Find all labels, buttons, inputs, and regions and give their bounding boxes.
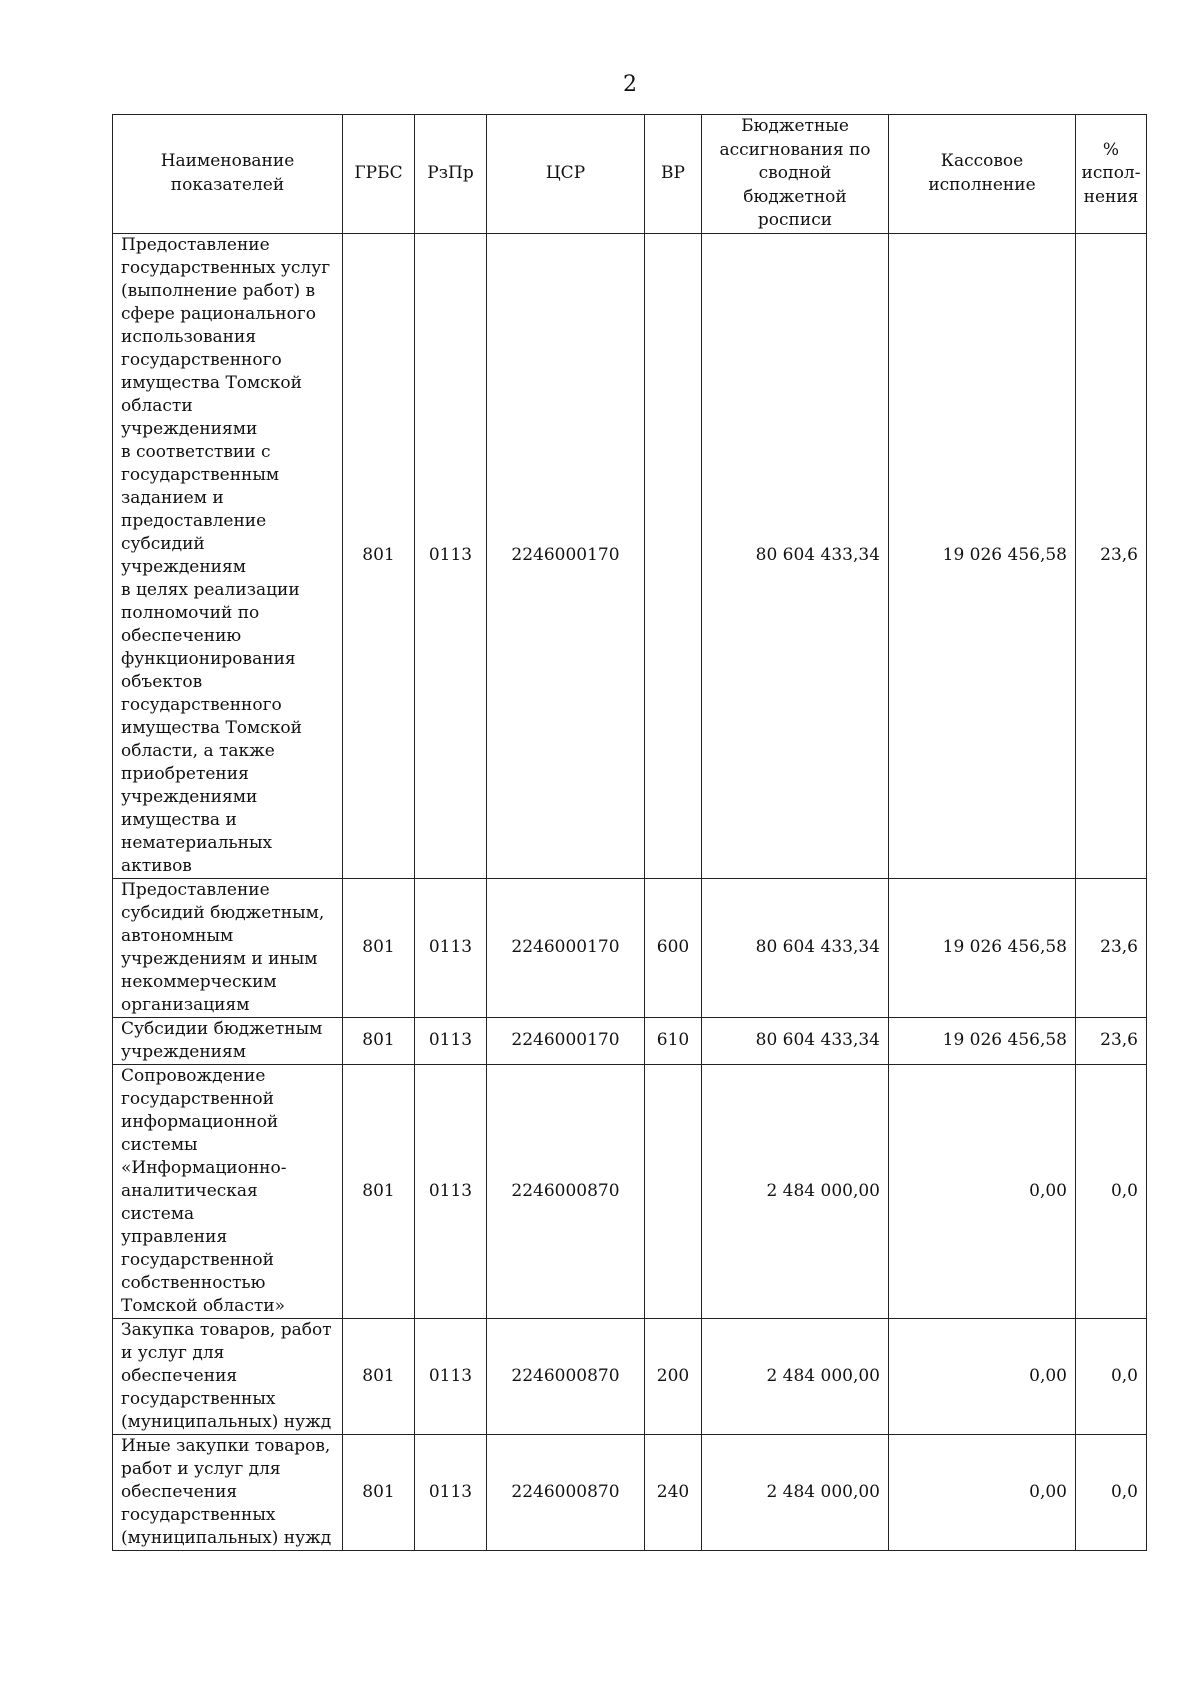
row-execution-percent: 0,0	[1076, 1064, 1147, 1318]
header-name: Наименование показателей	[113, 115, 343, 234]
row-budget-assignments: 2 484 000,00	[702, 1434, 889, 1550]
row-grbs: 801	[343, 878, 415, 1017]
row-rzpr: 0113	[415, 1017, 487, 1064]
table-row	[113, 1064, 1147, 1318]
row-name: Предоставление государственных услуг (выполнение работ) в сфере рационального использования государственного имущества Томской области учреждениями в соответствии с государственным заданием и предоставление субсидий учреждениям в целях реализации полномочий по обеспечению функционирования объектов государственного имущества Томской области, а также приобретения учреждениями имущества и нематериальных активов	[113, 233, 343, 878]
row-cash-execution: 0,00	[889, 1318, 1076, 1434]
row-execution-percent: 23,6	[1076, 1017, 1147, 1064]
row-budget-assignments: 2 484 000,00	[702, 1318, 889, 1434]
row-execution-percent: 0,0	[1076, 1318, 1147, 1434]
row-grbs: 801	[343, 1434, 415, 1550]
row-name: Иные закупки товаров, работ и услуг для обеспечения государственных (муниципальных) нужд	[113, 1434, 343, 1550]
row-grbs: 801	[343, 1318, 415, 1434]
row-vr: 240	[645, 1434, 702, 1550]
table-row	[113, 1318, 1147, 1434]
row-rzpr: 0113	[415, 1318, 487, 1434]
row-execution-percent: 23,6	[1076, 878, 1147, 1017]
row-rzpr: 0113	[415, 1064, 487, 1318]
row-cash-execution: 0,00	[889, 1064, 1076, 1318]
row-vr	[645, 1064, 702, 1318]
header-csr: ЦСР	[487, 115, 645, 234]
row-cash-execution: 19 026 456,58	[889, 1017, 1076, 1064]
row-execution-percent: 23,6	[1076, 233, 1147, 878]
budget-execution-table	[112, 114, 1147, 1551]
row-name: Предоставление субсидий бюджетным, автономным учреждениям и иным некоммерческим организациям	[113, 878, 343, 1017]
row-grbs: 801	[343, 1017, 415, 1064]
row-vr: 200	[645, 1318, 702, 1434]
row-grbs: 801	[343, 1064, 415, 1318]
row-csr: 2246000170	[487, 233, 645, 878]
table-row	[113, 233, 1147, 878]
page-number: 2	[623, 72, 637, 97]
row-name: Закупка товаров, работ и услуг для обеспечения государственных (муниципальных) нужд	[113, 1318, 343, 1434]
row-csr: 2246000170	[487, 1017, 645, 1064]
row-vr: 610	[645, 1017, 702, 1064]
row-cash-execution: 0,00	[889, 1434, 1076, 1550]
row-csr: 2246000170	[487, 878, 645, 1017]
header-cash-execution: Кассовое исполнение	[889, 115, 1076, 234]
row-cash-execution: 19 026 456,58	[889, 878, 1076, 1017]
row-vr: 600	[645, 878, 702, 1017]
row-execution-percent: 0,0	[1076, 1434, 1147, 1550]
header-budget-assignments: Бюджетные ассигнования по сводной бюджетной росписи	[702, 115, 889, 234]
table-row	[113, 878, 1147, 1017]
row-name: Субсидии бюджетным учреждениям	[113, 1017, 343, 1064]
row-budget-assignments: 80 604 433,34	[702, 878, 889, 1017]
row-csr: 2246000870	[487, 1318, 645, 1434]
header-rzpr: РзПр	[415, 115, 487, 234]
row-grbs: 801	[343, 233, 415, 878]
row-rzpr: 0113	[415, 1434, 487, 1550]
header-vr: ВР	[645, 115, 702, 234]
row-budget-assignments: 80 604 433,34	[702, 1017, 889, 1064]
row-vr	[645, 233, 702, 878]
header-grbs: ГРБС	[343, 115, 415, 234]
row-budget-assignments: 80 604 433,34	[702, 233, 889, 878]
row-cash-execution: 19 026 456,58	[889, 233, 1076, 878]
table-row	[113, 1017, 1147, 1064]
header-execution-percent: % испол- нения	[1076, 115, 1147, 234]
row-budget-assignments: 2 484 000,00	[702, 1064, 889, 1318]
row-csr: 2246000870	[487, 1064, 645, 1318]
table-row	[113, 1434, 1147, 1550]
table-header-row	[113, 115, 1147, 234]
row-csr: 2246000870	[487, 1434, 645, 1550]
row-name: Сопровождение государственной информационной системы «Информационно- аналитическая система управления государственной собственностью Томской области»	[113, 1064, 343, 1318]
row-rzpr: 0113	[415, 878, 487, 1017]
row-rzpr: 0113	[415, 233, 487, 878]
